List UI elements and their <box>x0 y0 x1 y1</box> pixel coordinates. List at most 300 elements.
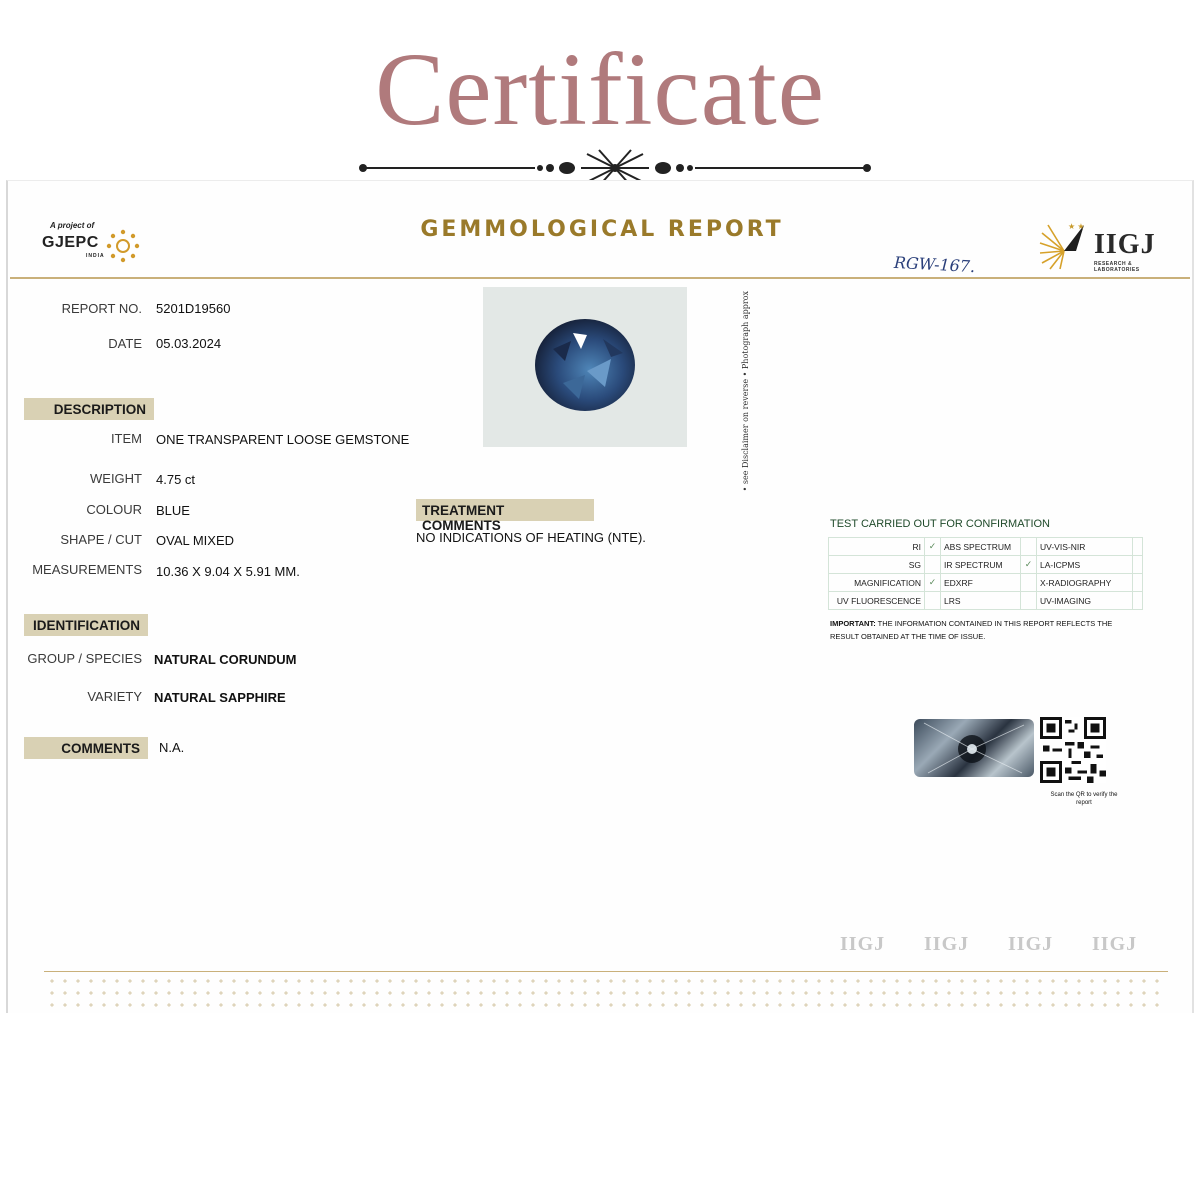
sparkle-icon <box>349 979 353 983</box>
photo-disclaimer-note: • see Disclaimer on reverse • Photograph approx <box>741 291 750 492</box>
sparkle-icon <box>1025 991 1029 995</box>
sparkle-icon <box>362 1003 366 1007</box>
sparkle-icon <box>180 979 184 983</box>
shape-cut-label: SHAPE / CUT <box>60 532 142 547</box>
handwritten-reference: RGW-167. <box>893 252 976 277</box>
gjepc-country: INDIA <box>86 253 105 259</box>
sparkle-icon <box>778 979 782 983</box>
report-heading: GEMMOLOGICAL REPORT <box>420 217 784 242</box>
sparkle-icon <box>700 979 704 983</box>
sparkle-icon <box>1051 991 1055 995</box>
sparkle-icon <box>1155 979 1159 983</box>
sparkle-icon <box>570 979 574 983</box>
gjepc-tagline: A project of <box>50 221 95 230</box>
hologram-seal <box>914 719 1034 777</box>
tests-table <box>828 537 1143 610</box>
sparkle-icon <box>973 1003 977 1007</box>
sparkle-icon <box>713 991 717 995</box>
sparkle-icon <box>557 991 561 995</box>
sparkle-icon <box>479 979 483 983</box>
sparkle-icon <box>674 979 678 983</box>
sparkle-icon <box>1038 979 1042 983</box>
report-no-value: 5201D19560 <box>156 301 231 316</box>
sparkle-icon <box>362 991 366 995</box>
sparkle-icon <box>609 991 613 995</box>
check-icon: ✓ <box>925 574 941 592</box>
sparkle-icon <box>128 1003 132 1007</box>
watermark-logo: IIGJ <box>840 933 886 955</box>
sparkle-icon <box>89 1003 93 1007</box>
sparkle-icon <box>63 1003 67 1007</box>
sparkle-icon <box>258 1003 262 1007</box>
sparkle-icon <box>947 1003 951 1007</box>
sparkle-icon <box>908 979 912 983</box>
sparkle-icon <box>219 991 223 995</box>
sparkle-icon <box>531 991 535 995</box>
sparkle-icon <box>50 1003 54 1007</box>
sparkle-icon <box>986 1003 990 1007</box>
sparkle-icon <box>1077 991 1081 995</box>
colour-label: COLOUR <box>86 502 142 517</box>
sparkle-icon <box>557 1003 561 1007</box>
sparkle-icon <box>1064 1003 1068 1007</box>
watermark-logo: IIGJ <box>924 933 970 955</box>
sparkle-icon <box>180 1003 184 1007</box>
sparkle-icon <box>232 979 236 983</box>
weight-label: WEIGHT <box>90 471 142 486</box>
sparkle-icon <box>687 1003 691 1007</box>
sparkle-icon <box>882 979 886 983</box>
test-name: X-RADIOGRAPHY <box>1037 574 1133 592</box>
sparkle-icon <box>531 1003 535 1007</box>
check-icon <box>925 556 941 574</box>
sparkle-icon <box>817 991 821 995</box>
sparkle-icon <box>1142 1003 1146 1007</box>
sparkle-icon <box>479 1003 483 1007</box>
sparkle-icon <box>128 991 132 995</box>
sparkle-icon <box>505 1003 509 1007</box>
sparkle-icon <box>219 979 223 983</box>
sparkle-icon <box>505 991 509 995</box>
sparkle-icon <box>856 1003 860 1007</box>
sparkle-icon <box>414 991 418 995</box>
sparkle-icon <box>648 991 652 995</box>
comments-value: N.A. <box>159 740 185 755</box>
sparkle-icon <box>1012 979 1016 983</box>
sparkle-icon <box>1025 1003 1029 1007</box>
sparkle-icon <box>622 1003 626 1007</box>
bottom-rule <box>44 971 1168 972</box>
sparkle-icon <box>167 1003 171 1007</box>
sparkle-icon <box>492 991 496 995</box>
sparkle-icon <box>297 1003 301 1007</box>
sparkle-icon <box>960 979 964 983</box>
sparkle-icon <box>661 1003 665 1007</box>
sparkle-icon <box>635 1003 639 1007</box>
sparkle-icon <box>1142 991 1146 995</box>
sparkle-icon <box>726 991 730 995</box>
sparkle-icon <box>700 991 704 995</box>
sparkle-icon <box>1051 1003 1055 1007</box>
tests-title: TEST CARRIED OUT FOR CONFIRMATION <box>830 518 1051 530</box>
sparkle-icon <box>505 979 509 983</box>
sparkle-icon <box>921 979 925 983</box>
sparkle-icon <box>167 979 171 983</box>
sparkle-icon <box>700 1003 704 1007</box>
sparkle-icon <box>609 979 613 983</box>
sparkle-icon <box>375 1003 379 1007</box>
sparkle-icon <box>193 991 197 995</box>
sparkle-icon <box>388 991 392 995</box>
sparkle-icon <box>115 1003 119 1007</box>
sparkle-icon <box>401 1003 405 1007</box>
sparkle-icon <box>830 979 834 983</box>
sparkle-icon <box>739 991 743 995</box>
sparkle-icon <box>765 979 769 983</box>
sparkle-icon <box>908 991 912 995</box>
sparkle-icon <box>427 1003 431 1007</box>
sparkle-icon <box>856 991 860 995</box>
sparkle-icon <box>1038 991 1042 995</box>
sparkle-icon <box>414 979 418 983</box>
sparkle-icon <box>921 1003 925 1007</box>
sparkle-icon <box>804 991 808 995</box>
watermark-logo: IIGJ <box>1008 933 1054 955</box>
report-no-label: REPORT NO. <box>61 301 142 316</box>
sparkle-icon <box>102 991 106 995</box>
sparkle-icon <box>271 1003 275 1007</box>
sparkle-icon <box>115 991 119 995</box>
sparkle-icon <box>999 991 1003 995</box>
sparkle-icon <box>297 979 301 983</box>
sparkle-icon <box>440 979 444 983</box>
sparkle-icon <box>934 979 938 983</box>
test-name: MAGNIFICATION <box>829 574 925 592</box>
sparkle-icon <box>1038 1003 1042 1007</box>
sparkle-icon <box>544 979 548 983</box>
sparkle-icon <box>674 991 678 995</box>
group-species-label: GROUP / SPECIES <box>27 651 142 666</box>
sparkle-icon <box>830 991 834 995</box>
table-row <box>829 592 1143 610</box>
sparkle-icon <box>713 1003 717 1007</box>
sparkle-icon <box>1103 991 1107 995</box>
sparkle-icon <box>895 979 899 983</box>
sparkle-icon <box>89 991 93 995</box>
sparkle-icon <box>1077 1003 1081 1007</box>
sparkle-border <box>44 977 1168 1013</box>
iigj-subtitle: RESEARCH & LABORATORIES <box>1094 261 1140 273</box>
sparkle-icon <box>466 991 470 995</box>
test-name: LRS <box>941 592 1021 610</box>
sparkle-icon <box>349 1003 353 1007</box>
sparkle-icon <box>570 1003 574 1007</box>
sparkle-icon <box>375 979 379 983</box>
sparkle-icon <box>297 991 301 995</box>
sparkle-icon <box>778 1003 782 1007</box>
sparkle-icon <box>570 991 574 995</box>
weight-value: 4.75 ct <box>156 472 196 487</box>
sparkle-icon <box>804 1003 808 1007</box>
sparkle-icon <box>973 991 977 995</box>
sparkle-icon <box>427 979 431 983</box>
date-label: DATE <box>108 336 142 351</box>
sparkle-icon <box>401 979 405 983</box>
sparkle-icon <box>830 1003 834 1007</box>
sparkle-icon <box>934 991 938 995</box>
sparkle-icon <box>414 1003 418 1007</box>
sparkle-icon <box>596 991 600 995</box>
sparkle-icon <box>999 1003 1003 1007</box>
variety-value: NATURAL SAPPHIRE <box>154 690 286 705</box>
sparkle-icon <box>128 979 132 983</box>
sparkle-icon <box>895 991 899 995</box>
sparkle-icon <box>947 991 951 995</box>
sparkle-icon <box>1064 979 1068 983</box>
sparkle-icon <box>752 979 756 983</box>
sparkle-icon <box>284 1003 288 1007</box>
sparkle-icon <box>453 1003 457 1007</box>
sparkle-icon <box>1103 1003 1107 1007</box>
sparkle-icon <box>245 991 249 995</box>
sparkle-icon <box>791 1003 795 1007</box>
sparkle-icon <box>310 979 314 983</box>
sparkle-icon <box>752 991 756 995</box>
sparkle-icon <box>557 979 561 983</box>
sparkle-icon <box>1129 979 1133 983</box>
sparkle-icon <box>648 1003 652 1007</box>
sparkle-icon <box>531 979 535 983</box>
certificate-banner-title: Certificate <box>375 32 825 147</box>
sparkle-icon <box>1064 991 1068 995</box>
sparkle-icon <box>453 979 457 983</box>
sparkle-icon <box>1142 979 1146 983</box>
sparkle-icon <box>778 991 782 995</box>
sparkle-icon <box>869 991 873 995</box>
test-name: UV-VIS-NIR <box>1037 538 1133 556</box>
identification-section-header: IDENTIFICATION <box>24 614 148 636</box>
sparkle-icon <box>141 991 145 995</box>
sparkle-icon <box>765 1003 769 1007</box>
sparkle-icon <box>453 991 457 995</box>
sparkle-icon <box>1051 979 1055 983</box>
sparkle-icon <box>375 991 379 995</box>
sparkle-icon <box>869 1003 873 1007</box>
sparkle-icon <box>583 979 587 983</box>
sparkle-icon <box>583 991 587 995</box>
check-icon <box>1021 538 1037 556</box>
iigj-name: IIGJ <box>1094 229 1156 260</box>
sparkle-icon <box>440 1003 444 1007</box>
sparkle-icon <box>1129 1003 1133 1007</box>
sparkle-icon <box>271 979 275 983</box>
sparkle-icon <box>1116 979 1120 983</box>
header-rule <box>10 277 1190 279</box>
sparkle-icon <box>102 979 106 983</box>
sparkle-icon <box>921 991 925 995</box>
sparkle-icon <box>271 991 275 995</box>
shape-cut-value: OVAL MIXED <box>156 533 235 548</box>
qr-caption: Scan the QR to verify the report <box>1050 792 1118 806</box>
sparkle-icon <box>206 991 210 995</box>
sparkle-icon <box>323 991 327 995</box>
sparkle-icon <box>804 979 808 983</box>
sparkle-icon <box>492 979 496 983</box>
sparkle-icon <box>154 991 158 995</box>
sparkle-icon <box>167 991 171 995</box>
sparkle-icon <box>180 991 184 995</box>
sparkle-icon <box>349 991 353 995</box>
sparkle-icon <box>856 979 860 983</box>
sparkle-icon <box>50 979 54 983</box>
sparkle-icon <box>986 979 990 983</box>
sparkle-icon <box>141 1003 145 1007</box>
check-icon <box>1021 574 1037 592</box>
gemstone-photo <box>483 287 687 447</box>
group-species-value: NATURAL CORUNDUM <box>154 652 297 667</box>
sparkle-icon <box>648 979 652 983</box>
test-name: EDXRF <box>941 574 1021 592</box>
measurements-label: MEASUREMENTS <box>32 562 142 577</box>
sparkle-icon <box>89 979 93 983</box>
sparkle-icon <box>1012 1003 1016 1007</box>
sparkle-icon <box>817 979 821 983</box>
sparkle-icon <box>232 1003 236 1007</box>
sparkle-icon <box>310 991 314 995</box>
sparkle-icon <box>492 1003 496 1007</box>
sparkle-icon <box>752 1003 756 1007</box>
sparkle-icon <box>817 1003 821 1007</box>
sparkle-icon <box>687 991 691 995</box>
sparkle-icon <box>1155 991 1159 995</box>
sparkle-icon <box>544 991 548 995</box>
sparkle-icon <box>960 991 964 995</box>
sparkle-icon <box>1155 1003 1159 1007</box>
sparkle-icon <box>934 1003 938 1007</box>
sparkle-icon <box>895 1003 899 1007</box>
sparkle-icon <box>1116 991 1120 995</box>
qr-code[interactable] <box>1040 717 1106 783</box>
sparkle-icon <box>661 991 665 995</box>
sparkle-icon <box>1090 1003 1094 1007</box>
sparkle-icon <box>713 979 717 983</box>
test-name: SG <box>829 556 925 574</box>
sparkle-icon <box>63 979 67 983</box>
sparkle-icon <box>63 991 67 995</box>
treatment-section-header: TREATMENT COMMENTS <box>416 499 594 521</box>
date-value: 05.03.2024 <box>156 336 222 351</box>
sparkle-icon <box>401 991 405 995</box>
sparkle-icon <box>1090 979 1094 983</box>
sparkle-icon <box>739 979 743 983</box>
sparkle-icon <box>232 991 236 995</box>
sparkle-icon <box>791 979 795 983</box>
test-name: ABS SPECTRUM <box>941 538 1021 556</box>
sparkle-icon <box>1090 991 1094 995</box>
check-icon: ✓ <box>1021 556 1037 574</box>
important-text: THE INFORMATION CONTAINED IN THIS REPORT REFLECTS THE RESULT OBTAINED AT THE TIME OF ISSUE. <box>830 619 1113 641</box>
sparkle-icon <box>609 1003 613 1007</box>
report-card <box>6 180 1194 1013</box>
sparkle-icon <box>661 979 665 983</box>
sparkle-icon <box>466 1003 470 1007</box>
sparkle-icon <box>947 979 951 983</box>
sparkle-icon <box>154 1003 158 1007</box>
sparkle-icon <box>284 979 288 983</box>
sparkle-icon <box>154 979 158 983</box>
sparkle-icon <box>245 979 249 983</box>
test-name: UV-IMAGING <box>1037 592 1133 610</box>
sparkle-icon <box>791 991 795 995</box>
sparkle-icon <box>765 991 769 995</box>
sparkle-icon <box>284 991 288 995</box>
sparkle-icon <box>336 1003 340 1007</box>
sparkle-icon <box>388 979 392 983</box>
sparkle-icon <box>440 991 444 995</box>
sparkle-icon <box>635 991 639 995</box>
comments-section-header: COMMENTS <box>24 737 148 759</box>
sparkle-icon <box>362 979 366 983</box>
description-section-header: DESCRIPTION <box>24 398 154 420</box>
sparkle-icon <box>258 979 262 983</box>
sparkle-icon <box>518 1003 522 1007</box>
item-value: ONE TRANSPARENT LOOSE GEMSTONE <box>156 432 410 447</box>
important-label: IMPORTANT: <box>830 619 876 628</box>
sparkle-icon <box>1025 979 1029 983</box>
sparkle-icon <box>193 1003 197 1007</box>
sparkle-icon <box>102 1003 106 1007</box>
sparkle-icon <box>206 979 210 983</box>
important-notice <box>830 617 1120 643</box>
sparkle-icon <box>843 991 847 995</box>
sparkle-icon <box>388 1003 392 1007</box>
sparkle-icon <box>518 991 522 995</box>
sparkle-icon <box>115 979 119 983</box>
sparkle-icon <box>1116 1003 1120 1007</box>
sparkle-icon <box>76 991 80 995</box>
sparkle-icon <box>596 979 600 983</box>
sparkle-icon <box>323 979 327 983</box>
sparkle-icon <box>986 991 990 995</box>
sparkle-icon <box>336 979 340 983</box>
table-row <box>829 574 1143 592</box>
sparkle-icon <box>310 1003 314 1007</box>
table-row <box>829 538 1143 556</box>
sparkle-icon <box>726 979 730 983</box>
sparkle-icon <box>245 1003 249 1007</box>
check-icon <box>925 592 941 610</box>
sparkle-icon <box>960 1003 964 1007</box>
sparkle-icon <box>674 1003 678 1007</box>
gjepc-name: GJEPC <box>42 234 99 251</box>
sparkle-icon <box>869 979 873 983</box>
iigj-burst-icon <box>1038 221 1090 271</box>
sparkle-icon <box>323 1003 327 1007</box>
variety-label: VARIETY <box>87 689 142 704</box>
check-icon: ✓ <box>925 538 941 556</box>
colour-value: BLUE <box>156 503 190 518</box>
table-row <box>829 556 1143 574</box>
sparkle-icon <box>882 991 886 995</box>
sparkle-icon <box>427 991 431 995</box>
watermark-logo: IIGJ <box>1092 933 1138 955</box>
measurements-value: 10.36 X 9.04 X 5.91 MM. <box>156 564 300 579</box>
test-name: LA-ICPMS <box>1037 556 1133 574</box>
sparkle-icon <box>544 1003 548 1007</box>
test-name: RI <box>829 538 925 556</box>
sparkle-icon <box>336 991 340 995</box>
sparkle-icon <box>622 979 626 983</box>
